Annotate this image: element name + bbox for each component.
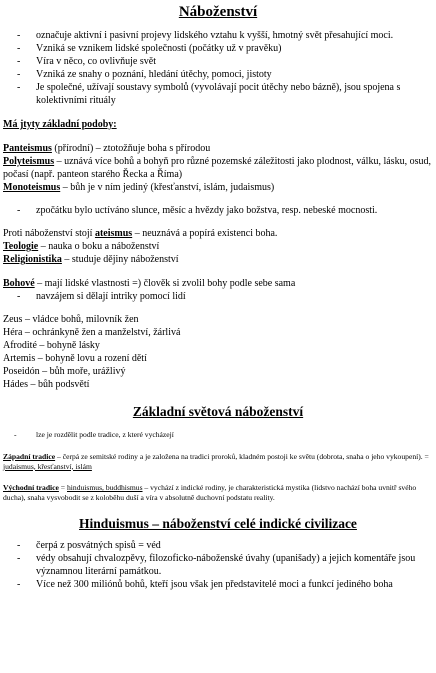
monotheism-term: Monoteismus <box>3 182 61 193</box>
western-tradition <box>0 452 436 471</box>
section2-list <box>0 430 436 440</box>
western-term: Západní tradice <box>3 451 56 461</box>
page-title: Náboženství <box>178 4 258 20</box>
western-text: – čerpá ze semitské rodiny a je založena na tradici proroků, kladném postoji ke světu (dobrota, snaha o jeho vykoupení). = <box>55 451 429 461</box>
western-religions: judaismus, křesťanství, islám <box>3 461 92 471</box>
pantheism-term: Panteismus <box>3 143 52 154</box>
monotheism-line <box>0 181 436 194</box>
list-item: - označuje aktivní i pasivní projevy lidského vztahu k vyšší, hmotný svět přesahující moci. <box>0 29 436 42</box>
god-line: Afrodité – bohyně lásky <box>3 340 100 351</box>
gods-text: – mají lidské vlastnosti =) člověk si zvolil bohy podle sebe sama <box>34 278 296 289</box>
god-line: Poseidón – bůh moře, urážlivý <box>3 366 126 377</box>
pantheism-text: (přírodní) – ztotožňuje boha s přírodou <box>51 143 211 154</box>
theology-text: – nauka o boku a náboženství <box>38 241 160 252</box>
eastern-tradition <box>0 483 436 502</box>
god-line: Zeus – vládce bohů, milovník žen <box>3 314 139 325</box>
hindu-list <box>0 539 436 591</box>
list-item: - Je společné, užívají soustavy symbolů (vyvolávají pocit útěchy nebo bázně), jsou spojena s kolektivními rituály <box>0 81 436 107</box>
pantheism-line <box>0 142 436 155</box>
theology-line <box>0 240 436 253</box>
religionistics-line <box>0 253 436 266</box>
eastern-term: Východní tradice <box>3 483 59 493</box>
list-item: - Více než 300 miliónů bohů, kteří jsou však jen představitelé moci a funkcí jediného boha <box>0 578 436 591</box>
list-item: - Vzniká se vznikem lidské společnosti (počátky už v pravěku) <box>0 42 436 55</box>
list-item: - Vzniká ze snahy o poznání, hledání útěchy, pomoci, jistoty <box>0 68 436 81</box>
section-title-world-religions: Základní světová náboženství <box>132 404 304 419</box>
atheism-line <box>0 227 436 240</box>
god-line: Héra – ochránkyně žen a manželství, žárlivá <box>3 327 181 338</box>
list-item: - navzájem si dělají intriky pomocí lidí <box>0 290 436 303</box>
types-heading: Má jtyty základní podoby: <box>3 119 117 130</box>
list-item: - čerpá z posvátných spisů = véd <box>0 539 436 552</box>
gods-term: Bohové <box>3 278 35 289</box>
polytheism-line <box>0 155 436 181</box>
religionistics-term: Religionistika <box>3 254 62 265</box>
list-item: - lze je rozdělit podle tradice, z které vycházejí <box>0 430 436 440</box>
gods-list <box>0 290 436 303</box>
theology-term: Teologie <box>3 241 39 252</box>
list-item: - védy obsahují chvalozpěvy, filozoficko-náboženské úvahy (upanišady) a jejich komentáře jsou významnou literární památkou. <box>0 552 436 578</box>
list-item: - zpočátku bylo uctíváno slunce, měsíc a hvězdy jako božstva, resp. nebeské mocnosti. <box>0 204 436 217</box>
worship-list <box>0 204 436 217</box>
eastern-text: – vychází z indické rodiny, je charakteristická mystika (lidstvo nachází boha uvnitř svého ducha), snaha vysvobodit se z koloběhu duší a víra v absolutně duchovní podstatu reality. <box>3 483 417 503</box>
section-title-hinduism: Hinduismus – náboženství celé indické civilizace <box>79 515 357 531</box>
atheism-text: – neuznává a popírá existenci boha. <box>132 228 278 239</box>
list-item: - Víra v něco, co ovlivňuje svět <box>0 55 436 68</box>
intro-list <box>0 29 436 107</box>
polytheism-text: – uznává více bohů a bohyň pro různé pozemské záležitosti jako plodnost, válku, lásku, osud, počasí (např. panteon starého Řecka a Říma) <box>3 156 431 180</box>
polytheism-term: Polyteismus <box>3 156 55 167</box>
religionistics-text: – studuje dějiny náboženství <box>61 254 179 265</box>
atheism-term: ateismus <box>94 228 133 239</box>
greek-gods-list <box>0 313 436 391</box>
god-line: Hádes – bůh podsvětí <box>3 379 90 390</box>
monotheism-text: – bůh je v ním jediný (křesťanství, islám, judaismus) <box>60 182 275 193</box>
god-line: Artemis – bohyně lovu a rození dětí <box>3 353 147 364</box>
eastern-mid: = <box>58 483 67 493</box>
atheism-pre: Proti náboženství stojí <box>3 228 95 239</box>
gods-line <box>0 277 436 290</box>
eastern-religions: hinduismus, buddhismus <box>67 483 143 493</box>
